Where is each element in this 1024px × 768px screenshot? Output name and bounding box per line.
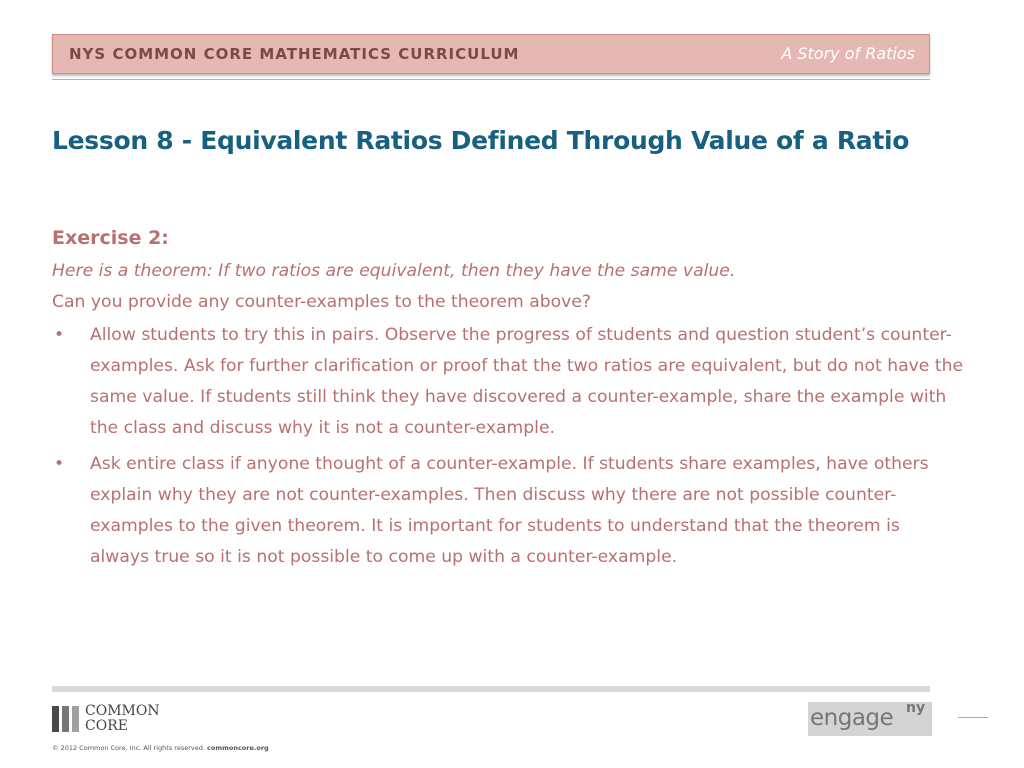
curriculum-label: NYS COMMON CORE MATHEMATICS CURRICULUM [69, 45, 520, 63]
corner-accent-line [958, 717, 988, 718]
header-divider [52, 79, 930, 80]
lesson-title: Lesson 8 - Equivalent Ratios Defined Through Value of a Ratio [52, 126, 910, 155]
question-text: Can you provide any counter-examples to the theorem above? [52, 292, 592, 312]
engageny-logo [808, 702, 932, 736]
website-link[interactable]: commoncore.org [207, 744, 269, 752]
engage-logo-superscript: ny [906, 700, 926, 716]
series-label: A Story of Ratios [781, 44, 915, 63]
list-item [52, 320, 964, 444]
copyright-notice [52, 744, 269, 752]
footer-divider [52, 686, 930, 692]
common-core-logo-text [85, 704, 160, 734]
bullet-marker: • [54, 454, 65, 474]
common-core-bars-icon [52, 706, 79, 732]
bullet-list [52, 320, 964, 573]
bullet-text: Allow students to try this in pairs. Observe the progress of students and question student’s counter-examples. Ask for further clarification or proof that the two ratios are equivalent, but do not have the same value. If students still think they have discovered a counter-example, share the example with the class and discuss why it is not a counter-example. [90, 325, 964, 438]
theorem-text: Here is a theorem: If two ratios are equivalent, then they have the same value. [52, 261, 736, 281]
list-item [52, 449, 964, 573]
bullet-marker: • [54, 325, 65, 345]
header-banner [52, 34, 930, 74]
exercise-content [52, 224, 964, 578]
bullet-text: Ask entire class if anyone thought of a counter-example. If students share examples, have others explain why they are not counter-examples. Then discuss why there are not possible counter-examples to the given theorem. It is important for students to understand that the theorem is always true so it is not possible to come up with a counter-example. [90, 454, 929, 567]
engage-logo-text: engage [810, 705, 894, 731]
exercise-heading: Exercise 2: [52, 227, 169, 249]
logo-line-1: COMMON [85, 703, 160, 719]
common-core-logo [52, 704, 160, 734]
copyright-text: © 2012 Common Core, Inc. All rights reserved. [52, 744, 205, 752]
logo-line-2: CORE [85, 718, 128, 734]
